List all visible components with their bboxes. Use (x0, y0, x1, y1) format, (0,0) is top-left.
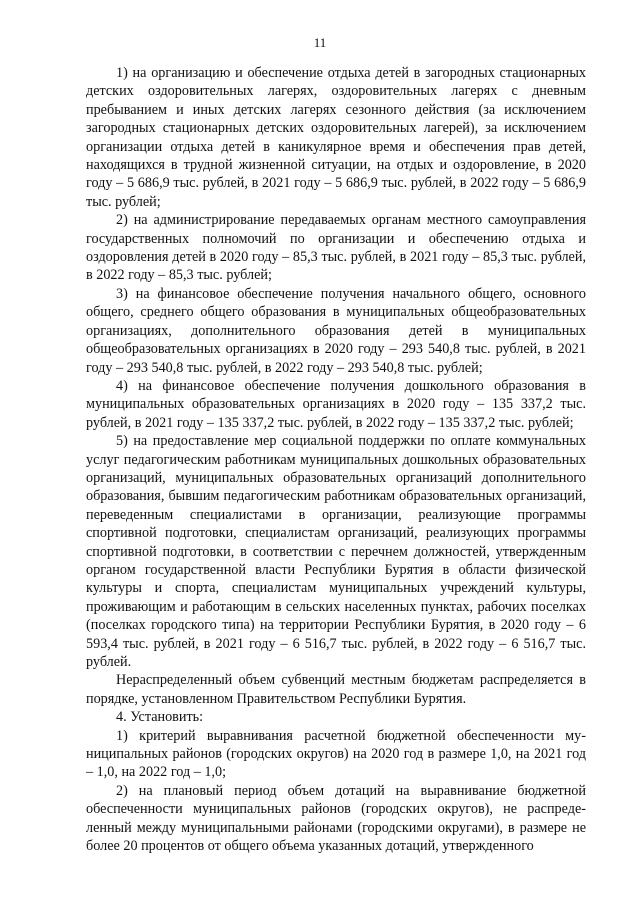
document-body (86, 64, 586, 855)
paragraph: 2) на плановый период объем дотаций на выравнивание бюджетной обеспеченности муниципальных районов (городских округов), не распределенный между муниципальными районами (городскими округами), в размере не более 20 процентов от общего объема указанных дотаций, утвержденного (86, 782, 586, 855)
paragraph: Нераспределенный объем субвенций местным бюджетам распределяется в порядке, установленном Правительством Республики Бурятия. (86, 672, 586, 707)
paragraph: 3) на финансовое обеспечение получения начального общего, основного общего, среднего общего образования в муниципальных общеобразовательных организациях, дополнительного образования детей в муниципальных общеобразовательных организациях в 2020 году – 293 540,8 тыс. рублей, в 2021 году – 293 540,8 тыс. рублей, в 2022 году – 293 540,8 тыс. рублей; (86, 285, 586, 376)
paragraph: 4) на финансовое обеспечение получения дошкольного образования в муниципальных образовательных организациях в 2020 году – 135 337,2 тыс. рублей, в 2021 году – 135 337,2 тыс. рублей, в 2022 году – 135 337,2 тыс. рублей; (86, 377, 586, 431)
paragraph: 4. Установить: (116, 709, 204, 726)
paragraph: 1) критерий выравнивания расчетной бюджетной обеспеченности муниципальных районов (городских округов) на 2020 год в размере 1,0, на 2021 год – 1,0, на 2022 год – 1,0; (86, 727, 586, 781)
page-number: 11 (313, 35, 327, 50)
paragraph: 5) на предоставление мер социальной поддержки по оплате коммунальных услуг педагогическим работникам муниципальных дошкольных образовательных организаций, муниципальных образовательных организаций дополнительного образования, бывшим педагогическим работникам образовательных организаций, переведенным специалистами в организации, реализующие программы спортивной подготовки, специалистам организаций, реализующих программы спортивной подготовки, в соответствии с перечнем должностей, утвержденным органом государственной власти Республики Бурятия в области физической культуры и спорта, специалистам муниципальных учреждений культуры, проживающим и работающим в сельских населенных пунктах, рабочих поселках (поселках городского типа) на территории Республики Бурятия, в 2020 году – 6 593,4 тыс. рублей, в 2021 году – 6 516,7 тыс. рублей, в 2022 году – 6 516,7 тыс. рублей. (86, 433, 586, 670)
paragraph: 1) на организацию и обеспечение отдыха детей в загородных стационарных детских оздоровительных лагерях, оздоровительных лагерях с дневным пребыванием и иных детских лагерях сезонного действия (за исключением загородных стационарных детских оздоровительных лагерей), за исключением организации отдыха детей в каникулярное время и обеспечения прав детей, находящихся в трудной жизненной ситуации, на отдых и оздоровление, в 2020 году – 5 686,9 тыс. рублей, в 2021 году – 5 686,9 тыс. рублей, в 2022 году – 5 686,9 тыс. рублей; (86, 65, 586, 210)
paragraph: 2) на администрирование передаваемых органам местного самоуправления государственных полномочий по организации и обеспечению отдыха и оздоровления детей в 2020 году – 85,3 тыс. рублей, в 2021 году – 85,3 тыс. рублей, в 2022 году – 85,3 тыс. рублей; (86, 212, 586, 284)
